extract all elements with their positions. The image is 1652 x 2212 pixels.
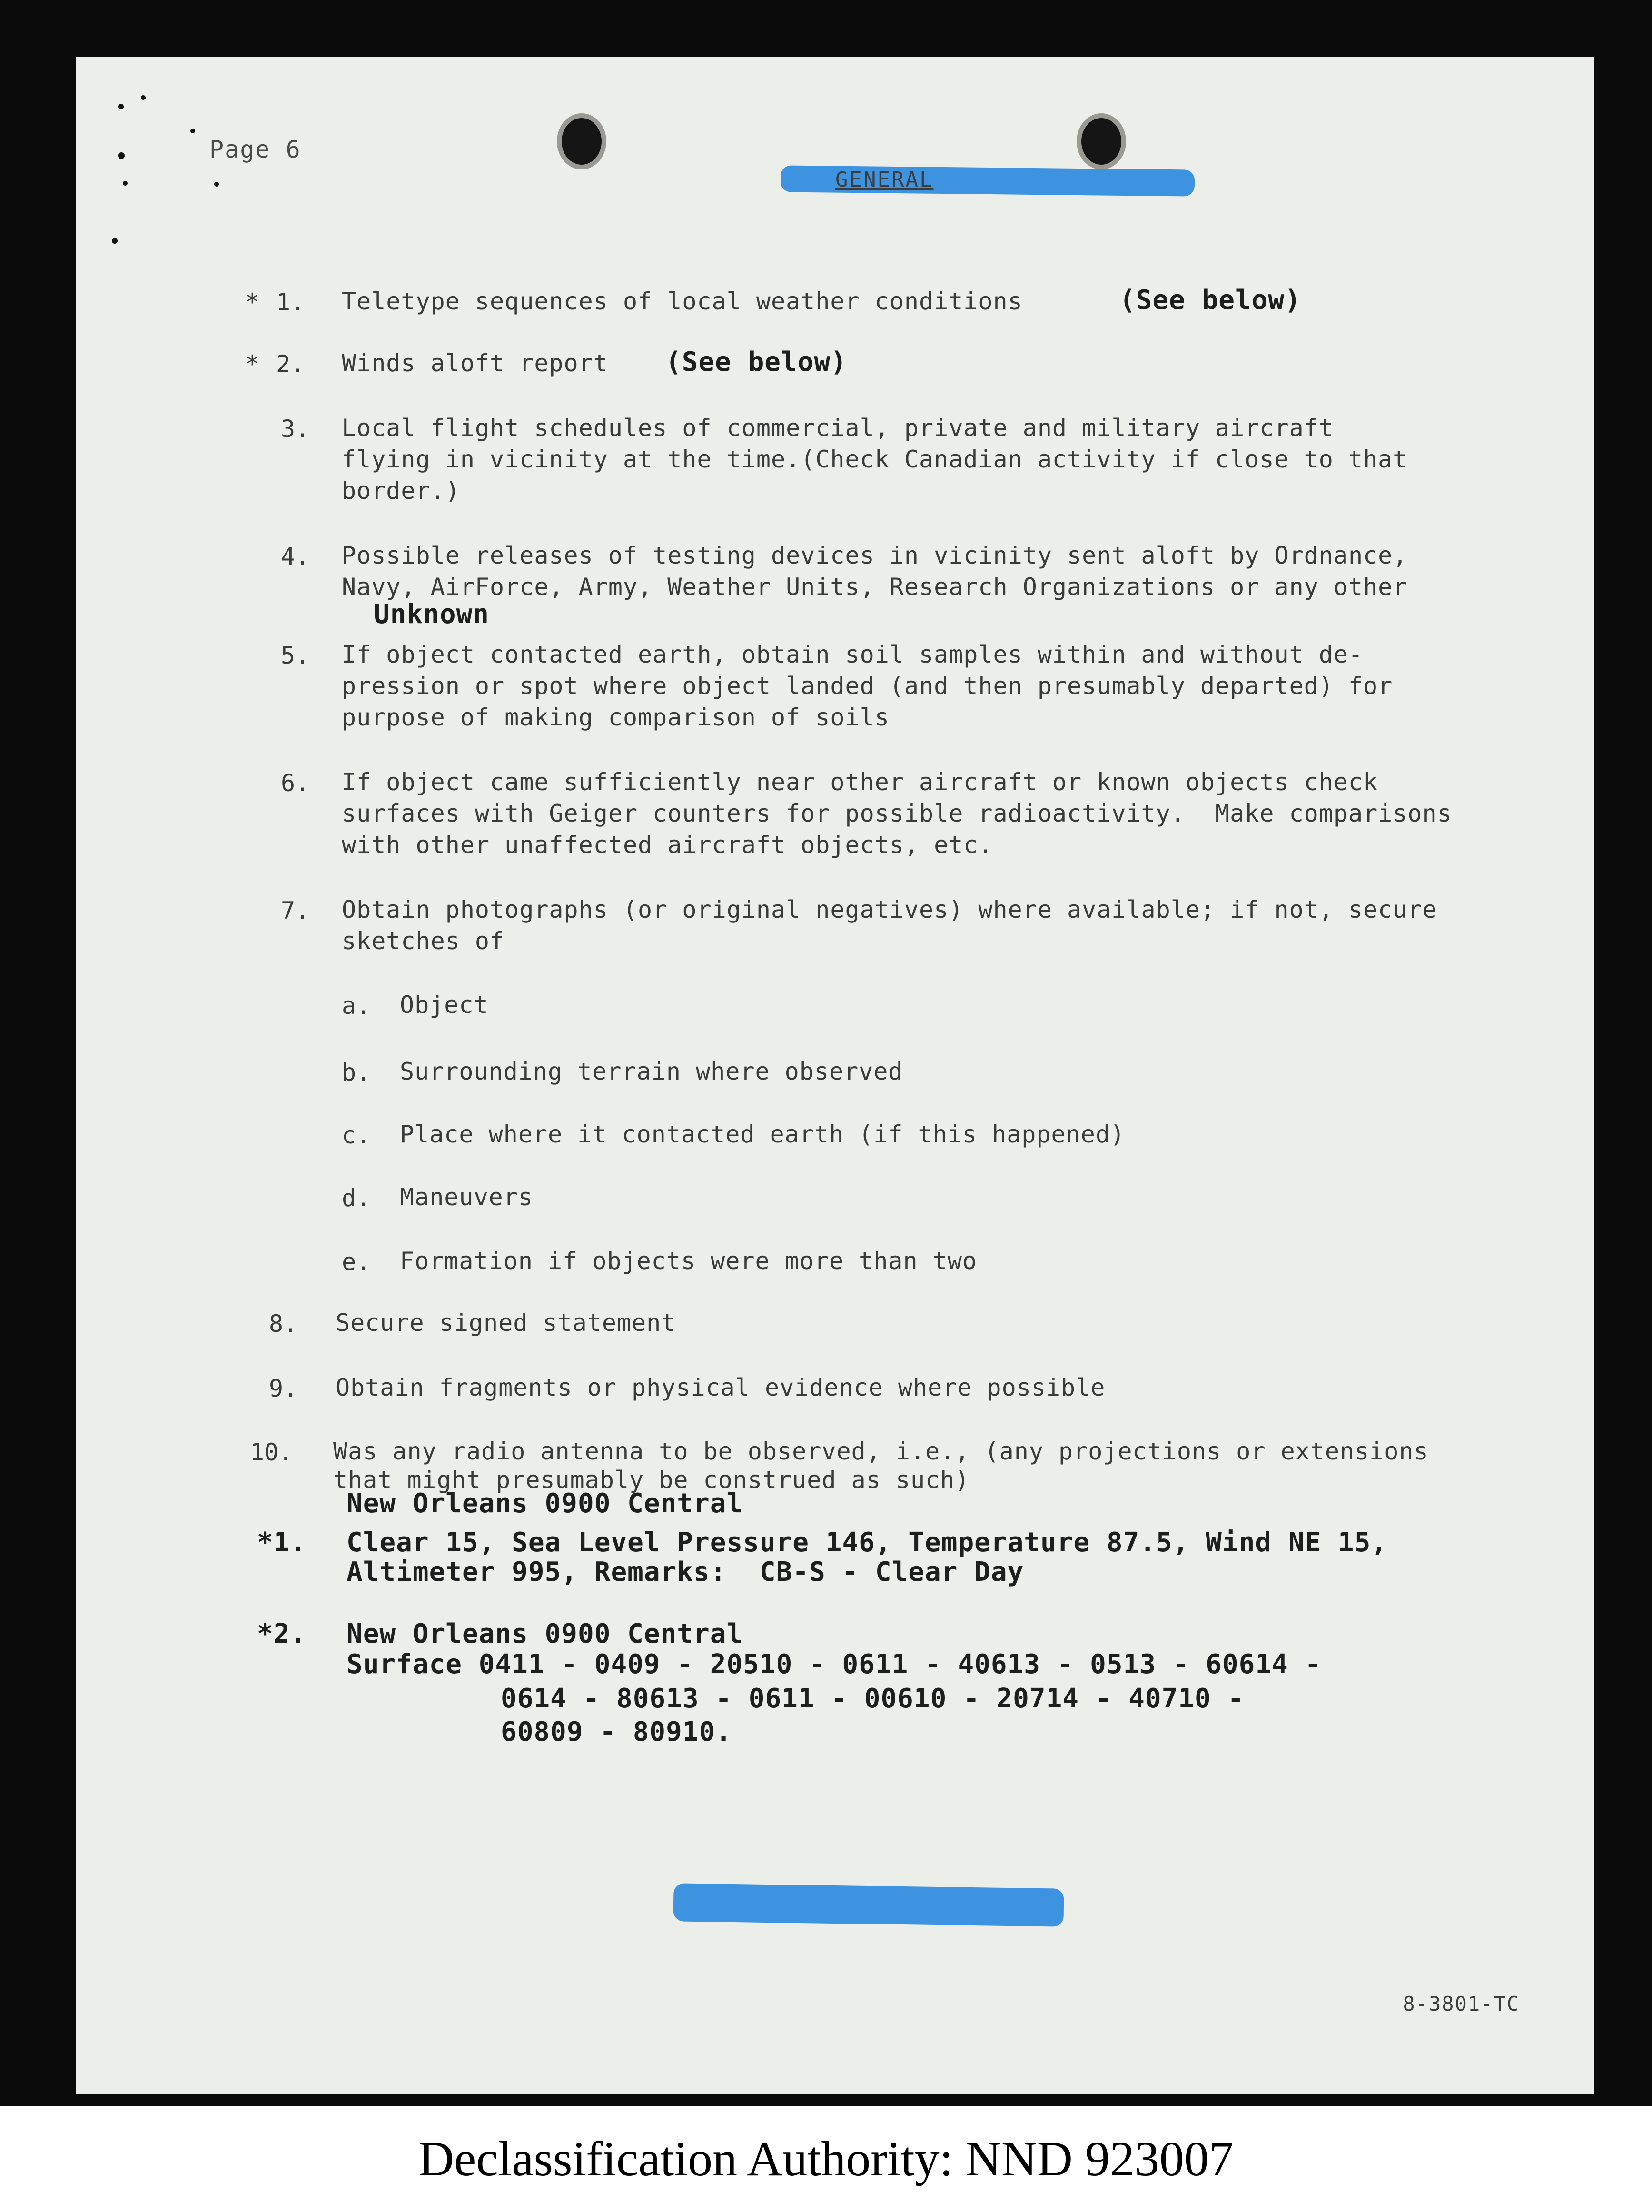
answer-2-line: 0614 - 80613 - 0611 - 00610 - 20714 - 40710 - [501,1683,1245,1714]
ink-speck [190,129,195,133]
item-text: Secure signed statement [336,1309,676,1337]
redaction-mark-bottom [673,1883,1064,1926]
subitem-text: Place where it contacted earth (if this happened) [400,1121,1126,1148]
item-text: Navy, AirForce, Army, Weather Units, Research Organizations or any other [342,573,1408,601]
answer-1-line: Clear 15, Sea Level Pressure 146, Temperature 87.5, Wind NE 15, [346,1527,1388,1558]
item-text: Teletype sequences of local weather conditions [342,288,1023,315]
item-note: (See below) [1119,285,1301,316]
answer-2-line: New Orleans 0900 Central [346,1618,743,1649]
ink-speck [118,152,125,159]
item-text: Obtain photographs (or original negatives) where available; if not, secure [342,896,1437,923]
item-number: 9. [269,1375,298,1402]
ink-speck [214,182,219,187]
item-number: 2. [276,350,305,378]
answer-1-line: Altimeter 995, Remarks: CB-S - Clear Day [346,1557,1024,1587]
page-number: Page 6 [209,136,301,163]
punch-hole-left [557,113,606,169]
subitem-letter: a. [342,992,371,1020]
item-text: Obtain fragments or physical evidence where possible [336,1374,1106,1401]
item-number: 6. [281,769,310,797]
item-text: pression or spot where object landed (and then presumably departed) for [342,672,1393,700]
item-note: (See below) [665,347,847,377]
classification-stamp: GENERAL [835,168,934,192]
item-number: 1. [276,288,305,316]
item-text: surfaces with Geiger counters for possible radioactivity. Make comparisons [342,800,1452,827]
answer-1-marker: *1. [257,1527,307,1558]
subitem-text: Formation if objects were more than two [400,1247,977,1275]
item-text: that might presumably be construed as such) [333,1466,970,1494]
ink-speck [118,104,124,109]
handwritten-annotation: Unknown [374,599,490,630]
item-text: sketches of [342,927,505,955]
item-text: Winds aloft report [342,349,608,377]
answer-2-line: 60809 - 80910. [501,1716,732,1747]
item-text: Local flight schedules of commercial, private and military aircraft [342,414,1334,442]
item-text: If object contacted earth, obtain soil samples within and without de- [342,641,1364,668]
item-text: purpose of making comparison of soils [342,704,890,731]
subitem-text: Maneuvers [400,1183,533,1211]
item-number: 5. [281,642,310,669]
subitem-text: Surrounding terrain where observed [400,1058,903,1085]
ink-speck [112,238,118,244]
answer-1-heading: New Orleans 0900 Central [346,1488,743,1519]
punch-hole-right [1077,113,1126,169]
declassification-footer: Declassification Authority: NND 923007 [0,2106,1652,2212]
item-text: border.) [342,477,460,505]
item-text: Possible releases of testing devices in vicinity sent aloft by Ordnance, [342,542,1408,569]
answer-2-line: Surface 0411 - 0409 - 20510 - 0611 - 40613 - 0513 - 60614 - [346,1649,1322,1680]
item-marker: * [245,350,260,378]
subitem-text: Object [400,991,489,1019]
item-text: Was any radio antenna to be observed, i.e., (any projections or extensions [333,1438,1429,1465]
ink-speck [123,181,128,186]
item-number: 8. [269,1310,298,1338]
form-number: 8-3801-TC [1403,1992,1520,2015]
item-marker: * [245,288,260,316]
subitem-letter: c. [342,1121,371,1149]
item-number: 10. [250,1438,293,1466]
ink-speck [141,95,146,100]
subitem-letter: e. [342,1248,371,1276]
item-number: 3. [281,415,310,443]
item-text: If object came sufficiently near other aircraft or known objects check [342,768,1378,796]
item-text: flying in vicinity at the time.(Check Canadian activity if close to that [342,446,1408,473]
subitem-letter: b. [342,1059,371,1086]
item-text: with other unaffected aircraft objects, etc. [342,831,993,859]
item-number: 4. [281,543,310,570]
answer-2-marker: *2. [257,1618,307,1649]
subitem-letter: d. [342,1184,371,1212]
item-number: 7. [281,897,310,924]
